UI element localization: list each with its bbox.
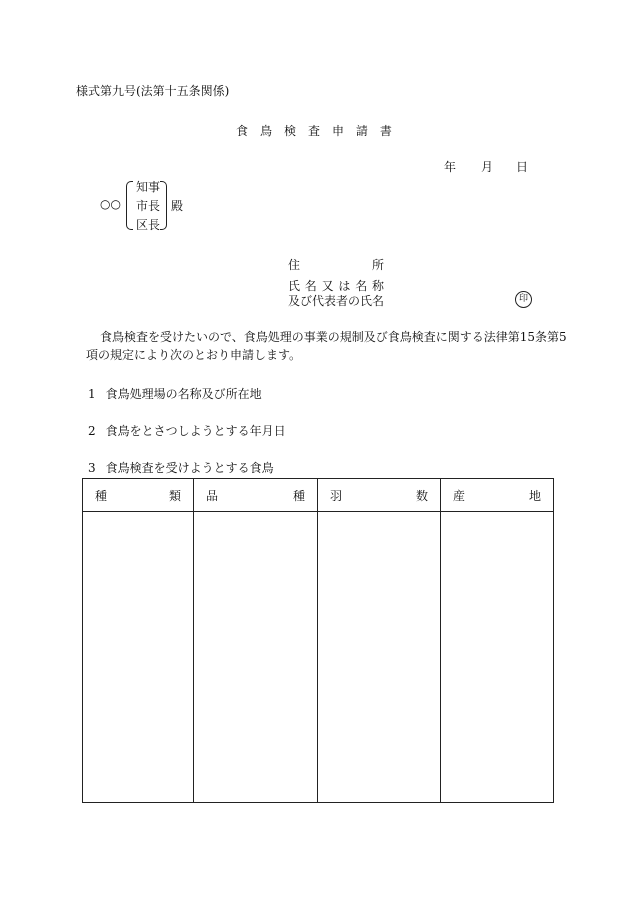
representative-label: 及び代表者の氏名 bbox=[288, 294, 385, 308]
seal-mark: 印 bbox=[515, 291, 532, 308]
date-month: 月 bbox=[481, 160, 494, 174]
item-number: 2 bbox=[88, 424, 96, 438]
item-number: 1 bbox=[88, 387, 96, 401]
right-bracket bbox=[160, 181, 167, 230]
date-day: 日 bbox=[516, 160, 529, 174]
poultry-table bbox=[82, 478, 554, 803]
addressee-governor: 知事 bbox=[136, 180, 161, 194]
body-text-line2: 項の規定により次のとおり申請します。 bbox=[86, 348, 302, 362]
header-count: 羽 数 bbox=[318, 479, 441, 512]
header-origin: 産 地 bbox=[441, 479, 554, 512]
name-label bbox=[288, 279, 384, 293]
char: 又 bbox=[321, 279, 334, 293]
char: 住 bbox=[288, 258, 301, 272]
item-text: 食鳥検査を受けようとする食鳥 bbox=[105, 461, 274, 475]
header-type: 種 類 bbox=[83, 479, 194, 512]
char: 氏 bbox=[288, 279, 301, 293]
char: 書 bbox=[379, 124, 392, 138]
char: 所 bbox=[371, 258, 384, 272]
cell-count[interactable] bbox=[318, 512, 441, 803]
item-text: 食鳥をとさつしようとする年月日 bbox=[105, 424, 286, 438]
date-year: 年 bbox=[444, 160, 457, 174]
cell-breed[interactable] bbox=[194, 512, 318, 803]
addressee-ward-mayor: 区長 bbox=[136, 218, 161, 232]
form-number: 様式第九号(法第十五条関係) bbox=[76, 84, 230, 98]
item-3 bbox=[88, 461, 274, 475]
addressee-mayor: 市長 bbox=[136, 199, 161, 213]
addressee-honorific: 殿 bbox=[171, 199, 184, 213]
char: 申 bbox=[331, 124, 344, 138]
item-1 bbox=[88, 387, 262, 401]
char: 鳥 bbox=[259, 124, 272, 138]
cell-origin[interactable] bbox=[441, 512, 554, 803]
char: は bbox=[338, 279, 351, 293]
char: 称 bbox=[371, 279, 384, 293]
left-bracket bbox=[126, 181, 133, 230]
char: 食 bbox=[236, 124, 249, 138]
item-text: 食鳥処理場の名称及び所在地 bbox=[105, 387, 262, 401]
char: 名 bbox=[304, 279, 317, 293]
item-number: 3 bbox=[88, 461, 96, 475]
document-title bbox=[236, 124, 392, 138]
char: 検 bbox=[283, 124, 296, 138]
char: 査 bbox=[307, 124, 320, 138]
cell-type[interactable] bbox=[83, 512, 194, 803]
body-text-line1: 食鳥検査を受けたいので、食鳥処理の事業の規制及び食鳥検査に関する法律第15条第5 bbox=[100, 330, 567, 344]
address-label bbox=[288, 258, 384, 272]
char: 名 bbox=[355, 279, 368, 293]
header-breed: 品 種 bbox=[194, 479, 318, 512]
addressee-placeholder: ○○ bbox=[100, 197, 121, 211]
char: 請 bbox=[355, 124, 368, 138]
item-2 bbox=[88, 424, 286, 438]
